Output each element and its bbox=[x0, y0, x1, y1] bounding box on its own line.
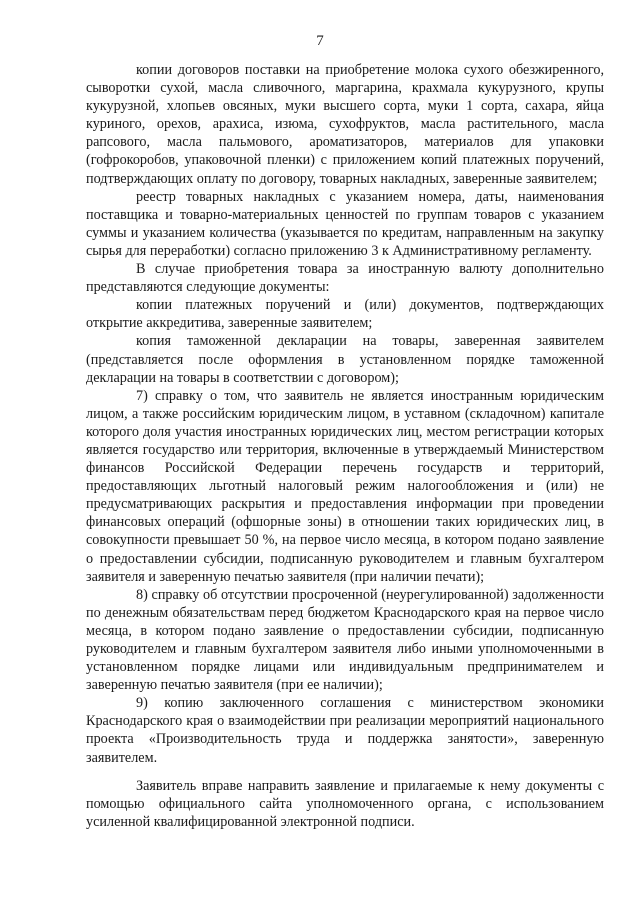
paragraph-invoice-register: реестр товарных накладных с указанием номера, даты, наименования поставщика и товарно-материальных ценностей по группам товаров с указанием суммы и указанием количества (указывается по кредитам, направленным на закупку сырья для переработки) согласно приложению 3 к Административному регламенту. bbox=[86, 188, 604, 259]
paragraph-item-7: 7) справку о том, что заявитель не является иностранным юридическим лицом, а также российским юридическим лицом, в уставном (складочном) капитале которого доля участия иностранных юридических лиц, местом регистрации которых является государство или территория, включенные в утверждаемый Министерством финансов Российской Федерации перечень государств и территорий, предоставляющих льготный налоговый режим налогообложения и (или) не предусматривающих раскрытия и предоставления информации при проведении финансовых операций (офшорные зоны) в отношении таких юридических лиц, в совокупности превышает 50 %, на первое число месяца, в котором подано заявление о предоставлении субсидии, подписанную руководителем и главным бухгалтером заявителя и заверенную печатью заявителя (при наличии печати); bbox=[86, 387, 604, 585]
paragraph-foreign-currency: В случае приобретения товара за иностранную валюту дополнительно представляются следующие документы: bbox=[86, 261, 604, 296]
paragraph-item-8: 8) справку об отсутствии просроченной (неурегулированной) задолженности по денежным обязательствам перед бюджетом Краснодарского края на первое число месяца, в котором подано заявление о предоставлении субсидии, подписанную руководителем и главным бухгалтером заявителя либо иными уполномоченными в установленном порядке лицами или индивидуальным предпринимателем и заверенную печатью заявителя (при ее наличии); bbox=[86, 586, 604, 694]
paragraph-payment-orders: копии платежных поручений и (или) документов, подтверждающих открытие аккредитива, заверенные заявителем; bbox=[86, 297, 604, 332]
paragraph-supply-contracts: копии договоров поставки на приобретение молока сухого обезжиренного, сыворотки сухой, масла сливочного, маргарина, крахмала кукурузного, крупы кукурузной, хлопьев овсяных, муки высшего сорта, муки 1 сорта, сахара, яйца куриного, орехов, арахиса, изюма, сухофруктов, масла растительного, масла рапсового, масла пальмового, ароматизаторов, материалов для упаковки (гофрокоробов, упаковочной пленки) с приложением копий платежных поручений, подтверждающих оплату по договору, товарных накладных, заверенные заявителем; bbox=[86, 62, 604, 187]
document-body bbox=[86, 61, 604, 831]
paragraph-item-9: 9) копию заключенного соглашения с министерством экономики Краснодарского края о взаимодействии при реализации мероприятий национального проекта «Производительность труда и поддержка занятости», заверенную заявителем. bbox=[86, 695, 604, 766]
paragraph-customs-declaration: копия таможенной декларации на товары, заверенная заявителем (представляется после оформления в установленном порядке таможенной декларации на товары в соответствии с договором); bbox=[86, 333, 604, 386]
paragraph-electronic-submission: Заявитель вправе направить заявление и прилагаемые к нему документы с помощью официального сайта уполномоченного органа, с использованием усиленной квалифицированной электронной подписи. bbox=[86, 777, 604, 830]
page-number: 7 bbox=[316, 33, 324, 49]
